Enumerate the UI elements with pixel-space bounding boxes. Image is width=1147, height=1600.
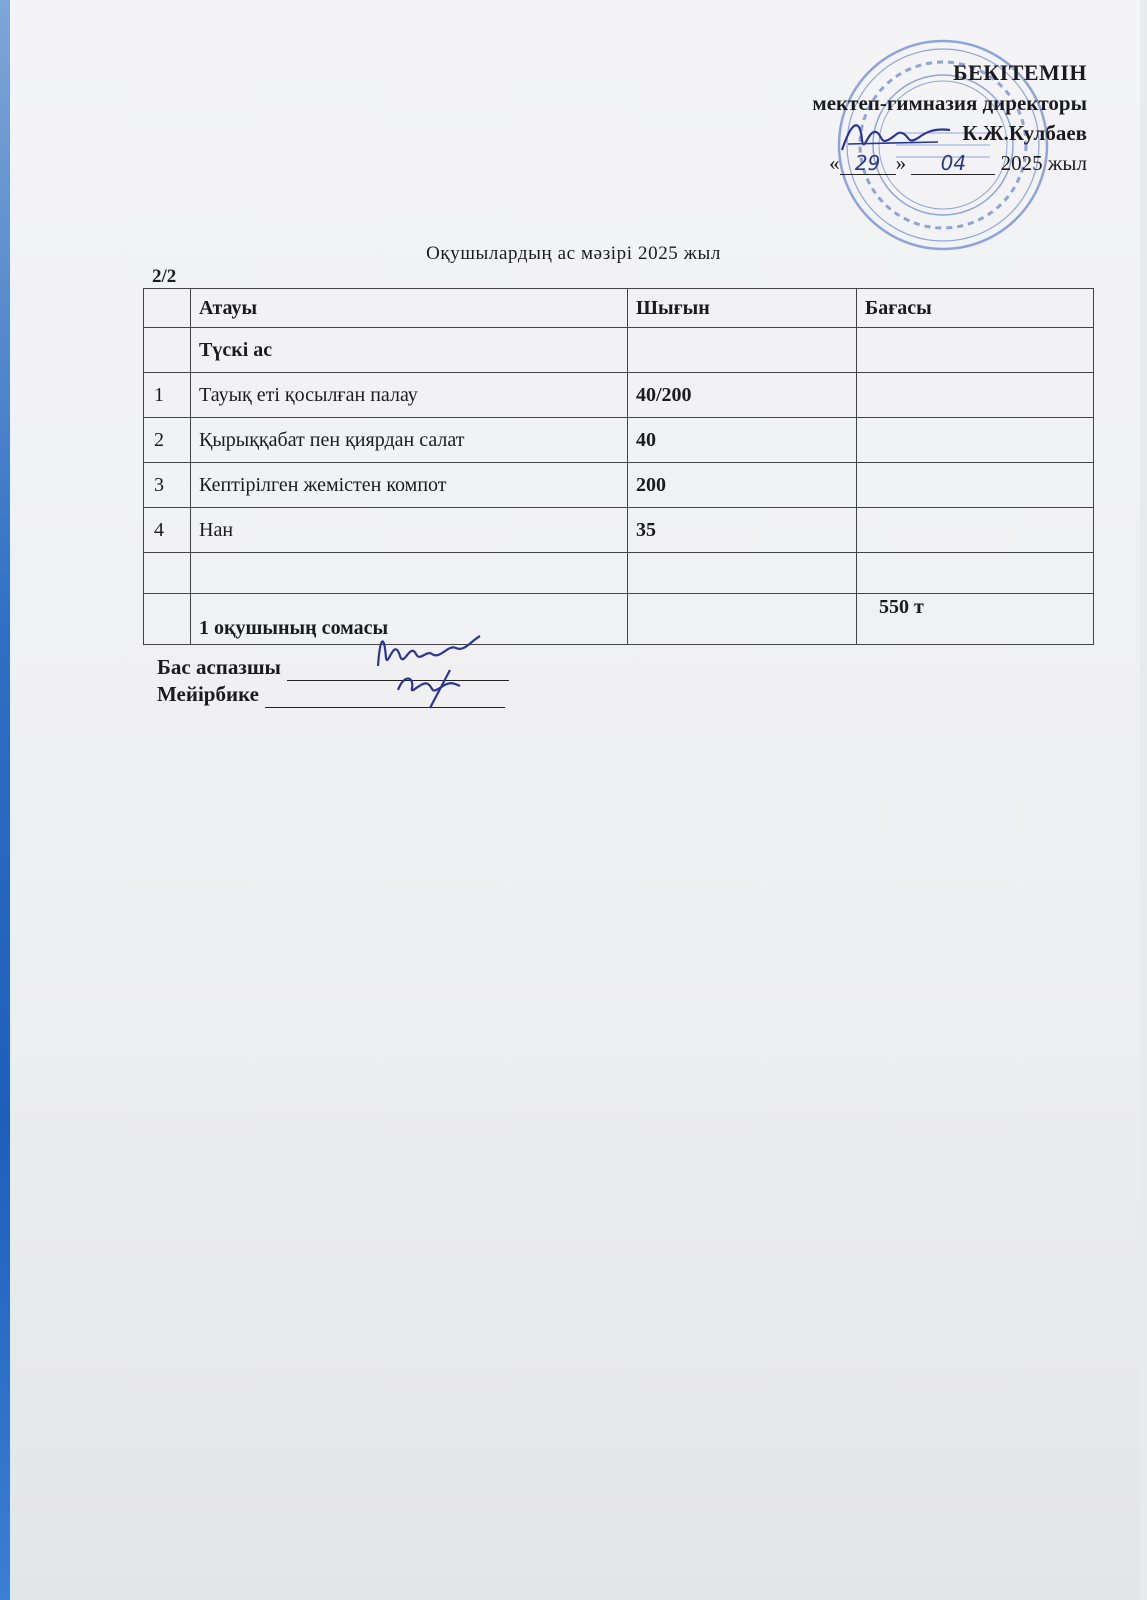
row-qty: 40/200 xyxy=(628,373,857,418)
date-open-quote: « xyxy=(829,151,840,175)
approval-title: БЕКІТЕМІН xyxy=(952,60,1087,85)
date-day: 29 xyxy=(840,152,896,175)
row-qty: 40 xyxy=(628,418,857,463)
total-row xyxy=(144,594,1094,645)
total-price: 550 т xyxy=(857,594,1094,645)
row-price xyxy=(857,373,1094,418)
approval-director-name: К.Ж.Кулбаев xyxy=(962,121,1087,145)
nurse-label: Мейірбике xyxy=(157,682,259,706)
section-label: Түскі ас xyxy=(191,328,628,373)
date-month: 04 xyxy=(911,152,995,175)
header-price: Бағасы xyxy=(857,289,1094,328)
total-qty-cell xyxy=(628,594,857,645)
row-num: 2 xyxy=(144,418,191,463)
table-row xyxy=(144,373,1094,418)
row-price xyxy=(857,463,1094,508)
section-num-cell xyxy=(144,328,191,373)
section-price-cell xyxy=(857,328,1094,373)
row-name: Кептірілген жемістен компот xyxy=(191,463,628,508)
empty-cell xyxy=(191,553,628,594)
row-num: 4 xyxy=(144,508,191,553)
row-price xyxy=(857,418,1094,463)
approval-position: мектеп-гимназия директоры xyxy=(812,91,1087,115)
table-row xyxy=(144,418,1094,463)
date-close-quote: » xyxy=(895,151,907,175)
approval-date xyxy=(812,148,1087,178)
total-num-cell xyxy=(144,594,191,645)
menu-table xyxy=(143,288,1094,645)
empty-cell xyxy=(144,553,191,594)
empty-row xyxy=(144,553,1094,594)
row-num: 1 xyxy=(144,373,191,418)
nurse-signature xyxy=(390,660,480,710)
row-name: Тауық еті қосылған палау xyxy=(191,373,628,418)
row-price xyxy=(857,508,1094,553)
chef-label: Бас аспазшы xyxy=(157,655,281,679)
date-year: 2025 жыл xyxy=(1000,151,1087,175)
approval-block xyxy=(812,58,1087,178)
header-num-cell xyxy=(144,289,191,328)
row-num: 3 xyxy=(144,463,191,508)
row-name: Қырыққабат пен қиярдан салат xyxy=(191,418,628,463)
table-row xyxy=(144,463,1094,508)
header-qty: Шығын xyxy=(628,289,857,328)
row-name: Нан xyxy=(191,508,628,553)
page-number: 2/2 xyxy=(152,266,177,287)
table-header-row xyxy=(144,289,1094,328)
empty-cell xyxy=(628,553,857,594)
total-label: 1 оқушының сомасы xyxy=(191,594,628,645)
empty-cell xyxy=(857,553,1094,594)
row-qty: 35 xyxy=(628,508,857,553)
row-qty: 200 xyxy=(628,463,857,508)
header-name: Атауы xyxy=(191,289,628,328)
document-title: Оқушылардың ас мәзірі 2025 жыл xyxy=(426,243,721,264)
section-qty-cell xyxy=(628,328,857,373)
table-row xyxy=(144,508,1094,553)
section-row xyxy=(144,328,1094,373)
